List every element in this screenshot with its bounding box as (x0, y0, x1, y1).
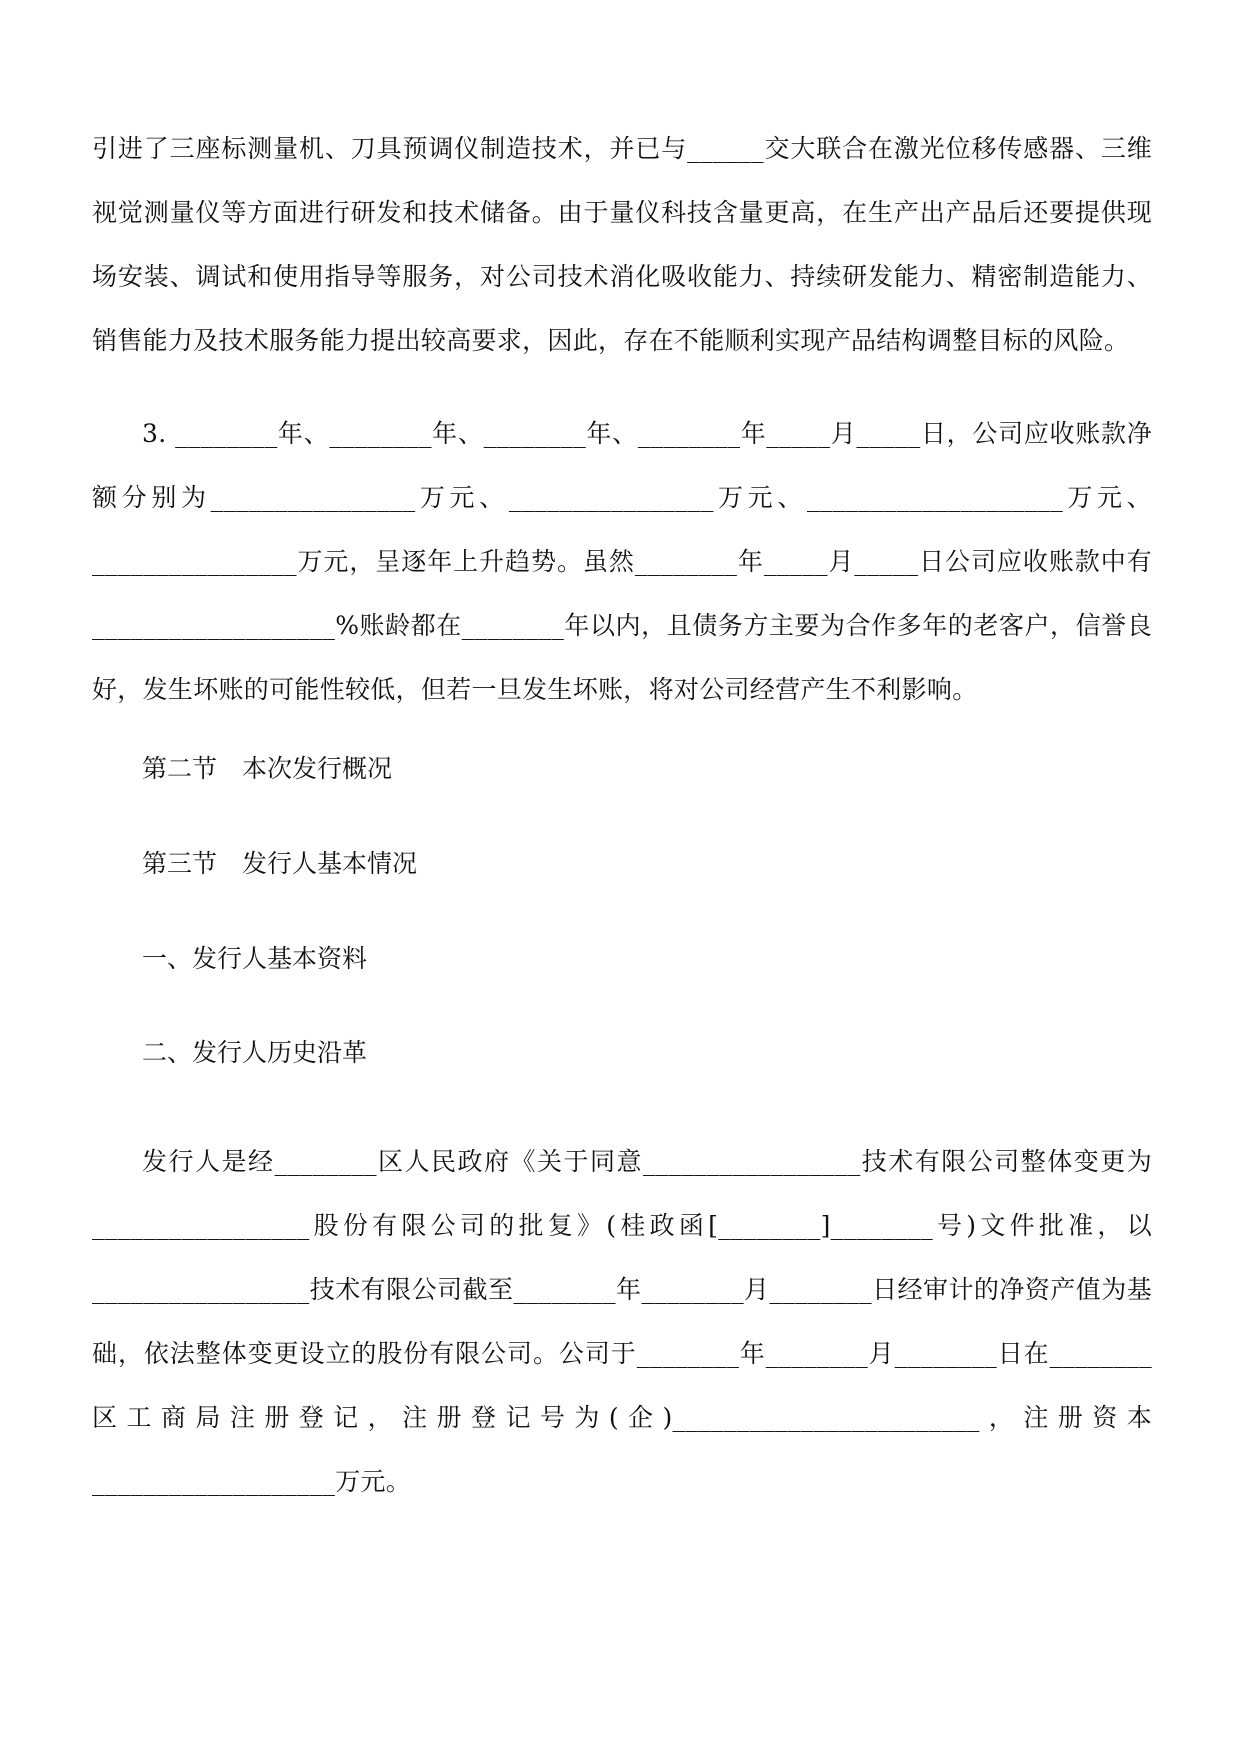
section-heading-issuer-info: 第三节 发行人基本情况 (142, 849, 418, 878)
paragraph-tech-risk: 引进了三座标测量机、刀具预调仪制造技术，并已与______交大联合在激光位移传感器、三维视觉测量仪等方面进行研发和技术储备。由于量仪科技含量更高，在生产出产品后还要提供现场安装、调试和使用指导等服务，对公司技术消化吸收能力、持续研发能力、精密制造能力、销售能力及技术服务能力提出较高要求，因此，存在不能顺利实现产品结构调整目标的风险。 (92, 134, 1152, 355)
subheading-issuer-history: 二、发行人历史沿革 (142, 1038, 368, 1067)
paragraph-issuer-history: 发行人是经________区人民政府《关于同意_________________技术有限公司整体变更为_________________股份有限公司的批复》(桂政函[________]________号)文件批准，以_________________技术有限公司截至________年________月________日经审计的净资产值为基础，依法整体变更设立的股份有限公司。公司于________年________月________日在________区工商局注册登记，注册登记号为(企)________________________，注册资本___________________万元。 (92, 1147, 1152, 1496)
section-heading-offering-overview: 第二节 本次发行概况 (142, 754, 393, 783)
subheading-issuer-basic-data: 一、发行人基本资料 (142, 944, 368, 973)
paragraph-receivables-risk: 3. ________年、________年、________年、________年_____月_____日，公司应收账款净额分别为________________万元、________________万元、____________________万元、________________万元，呈逐年上升趋势。虽然________年_____月_____日公司应收账款中有___________________%账龄都在________年以内，且债务方主要为合作多年的老客户，信誉良好，发生坏账的可能性较低，但若一旦发生坏账，将对公司经营产生不利影响。 (92, 419, 1152, 704)
